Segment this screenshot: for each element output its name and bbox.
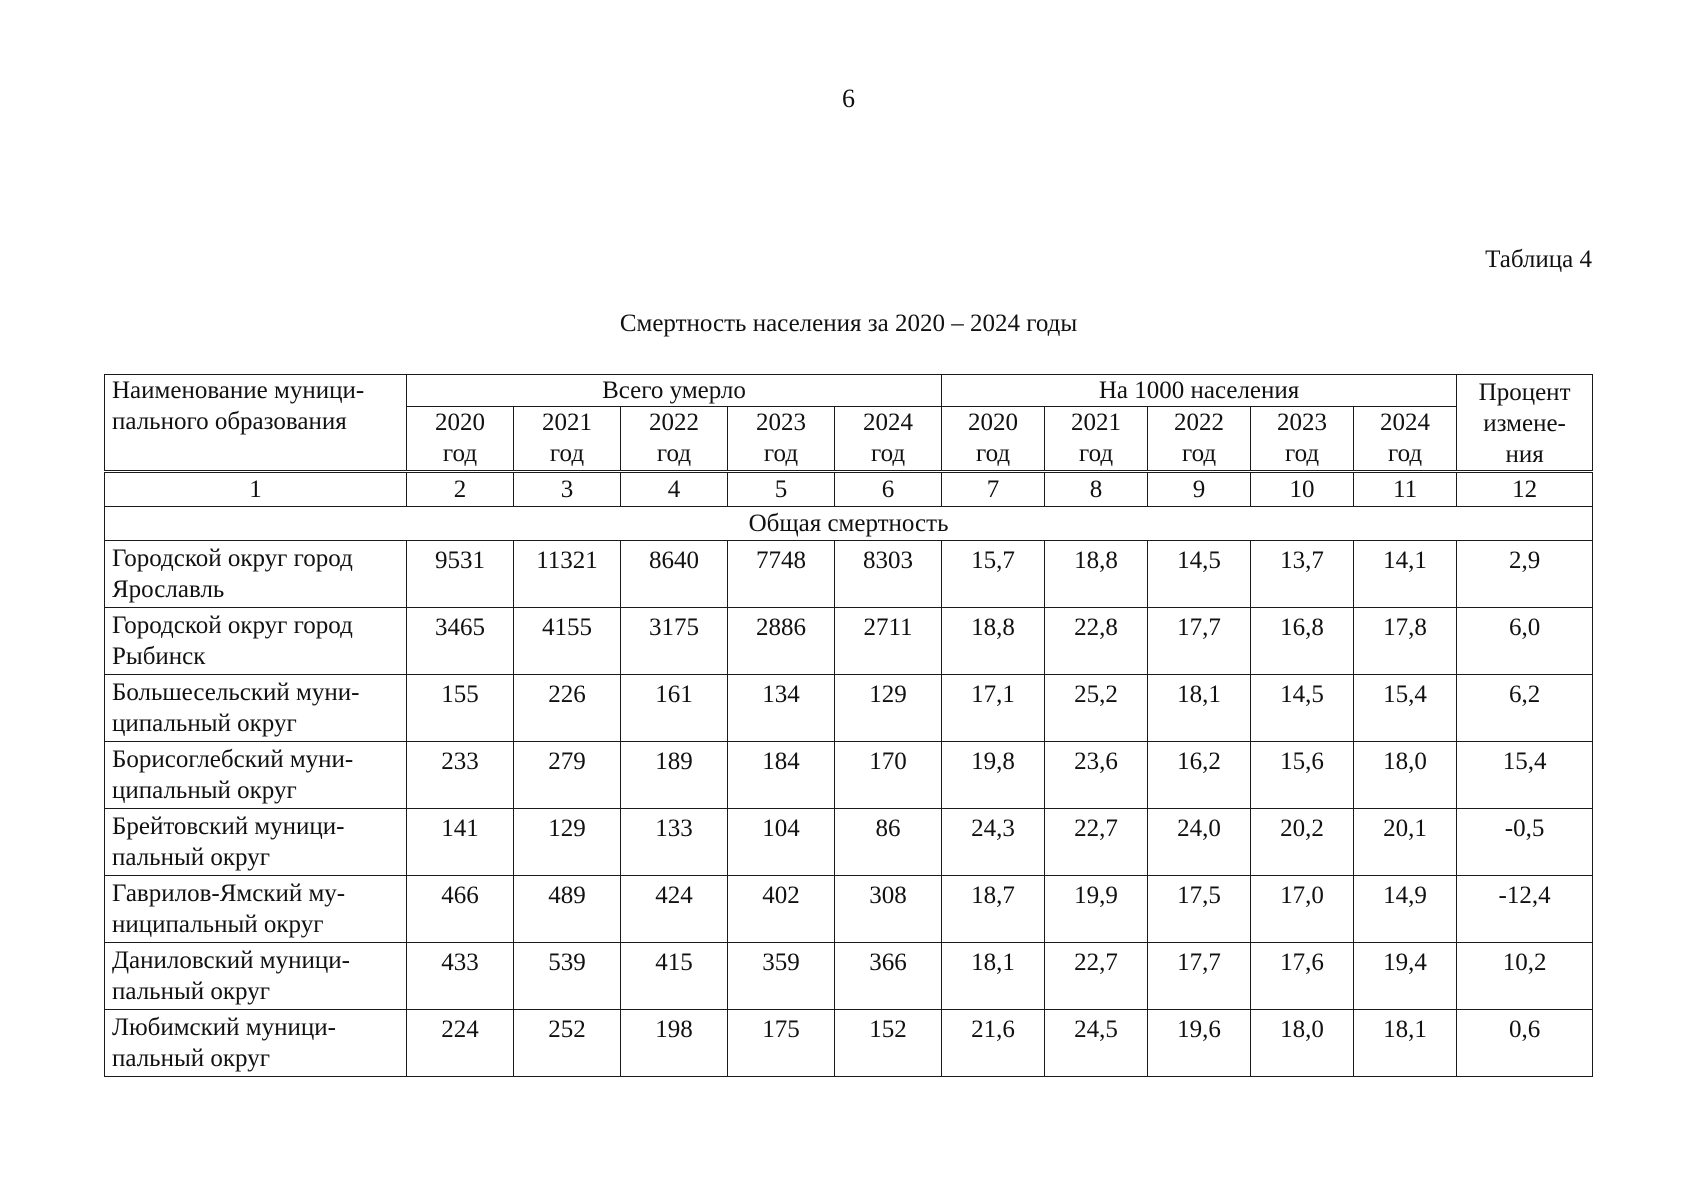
table-cell: 2,9: [1457, 541, 1593, 608]
table-cell: 366: [835, 943, 942, 1010]
header-total-year-2021: [514, 407, 621, 472]
column-number-2: 2: [407, 472, 514, 507]
table-cell: -12,4: [1457, 876, 1593, 943]
header-year-value: 2024: [863, 409, 914, 437]
municipality-name-line: Городской округ город: [112, 612, 353, 639]
table-cell: 22,7: [1045, 943, 1148, 1010]
table-title: Смертность населения за 2020 – 2024 годы: [619, 310, 1078, 337]
table-cell: 155: [407, 675, 514, 742]
municipality-name: [105, 742, 407, 809]
municipality-name: [105, 876, 407, 943]
header-year-suffix: год: [656, 440, 692, 468]
header-year-suffix: год: [1387, 440, 1423, 468]
table-cell: 466: [407, 876, 514, 943]
municipality-name-line: Городской округ город: [112, 545, 353, 572]
header-year-value: 2020: [435, 409, 485, 437]
municipality-name: [105, 608, 407, 675]
table-cell: 18,1: [1354, 1010, 1457, 1077]
table-cell: 18,1: [942, 943, 1045, 1010]
column-number-4: 4: [621, 472, 728, 507]
table-cell: 402: [728, 876, 835, 943]
table-cell: 18,1: [1148, 675, 1251, 742]
table-cell: 279: [514, 742, 621, 809]
table-cell: 233: [407, 742, 514, 809]
header-total-year-2024: [835, 407, 942, 472]
header-per1000-year-2020: [942, 407, 1045, 472]
column-number-5: 5: [728, 472, 835, 507]
header-row-groups: [105, 375, 1593, 407]
table-cell: 3465: [407, 608, 514, 675]
table-cell: 8303: [835, 541, 942, 608]
table-cell: 359: [728, 943, 835, 1010]
municipality-name: [105, 1010, 407, 1077]
table-cell: 141: [407, 809, 514, 876]
header-total-year-2022: [621, 407, 728, 472]
column-number-9: 9: [1148, 472, 1251, 507]
table-cell: 17,7: [1148, 608, 1251, 675]
table-cell: 86: [835, 809, 942, 876]
table-cell: 16,2: [1148, 742, 1251, 809]
table-cell: 11321: [514, 541, 621, 608]
table-row: [105, 1010, 1593, 1077]
header-year-suffix: год: [1078, 440, 1114, 468]
table-cell: 22,7: [1045, 809, 1148, 876]
column-number-12: 12: [1457, 472, 1593, 507]
header-total-year-2020: [407, 407, 514, 472]
table-cell: 18,0: [1354, 742, 1457, 809]
table-cell: 19,8: [942, 742, 1045, 809]
table-cell: 129: [835, 675, 942, 742]
header-per-1000: На 1000 населения: [942, 375, 1457, 407]
column-number-10: 10: [1251, 472, 1354, 507]
column-number-3: 3: [514, 472, 621, 507]
table-cell: 133: [621, 809, 728, 876]
table-cell: 175: [728, 1010, 835, 1077]
table-cell: 152: [835, 1010, 942, 1077]
table-body: [105, 375, 1593, 1077]
municipality-name-line: пальный округ: [112, 844, 270, 871]
table-cell: 22,8: [1045, 608, 1148, 675]
header-name-line1: Наименование муници-: [112, 377, 365, 404]
municipality-name: [105, 541, 407, 608]
table-cell: 15,4: [1354, 675, 1457, 742]
table-cell: 6,0: [1457, 608, 1593, 675]
table-cell: 104: [728, 809, 835, 876]
municipality-name-line: Рыбинск: [112, 643, 206, 670]
header-per1000-year-2021: [1045, 407, 1148, 472]
table-cell: 18,0: [1251, 1010, 1354, 1077]
table-cell: 184: [728, 742, 835, 809]
table-cell: 10,2: [1457, 943, 1593, 1010]
column-number-7: 7: [942, 472, 1045, 507]
table-cell: 2886: [728, 608, 835, 675]
table-cell: 489: [514, 876, 621, 943]
table-cell: 3175: [621, 608, 728, 675]
table-cell: 189: [621, 742, 728, 809]
table-row: [105, 742, 1593, 809]
table-cell: 308: [835, 876, 942, 943]
header-percent-line1: Процент: [1478, 379, 1571, 406]
table-cell: 14,5: [1251, 675, 1354, 742]
table-cell: 14,5: [1148, 541, 1251, 608]
table-cell: 17,7: [1148, 943, 1251, 1010]
header-year-value: 2023: [756, 409, 806, 437]
column-number-11: 11: [1354, 472, 1457, 507]
table-cell: 161: [621, 675, 728, 742]
table-row: [105, 541, 1593, 608]
column-number-1: 1: [105, 472, 407, 507]
municipality-name-line: Борисоглебский муни-: [112, 746, 354, 773]
header-name-line2: пального образования: [112, 408, 347, 435]
table-cell: 24,5: [1045, 1010, 1148, 1077]
header-year-suffix: год: [1284, 440, 1320, 468]
header-year-value: 2020: [968, 409, 1019, 437]
header-per1000-year-2024: [1354, 407, 1457, 472]
header-year-value: 2021: [542, 409, 592, 437]
table-cell: 17,0: [1251, 876, 1354, 943]
municipality-name-line: Ярославль: [112, 576, 225, 603]
table-cell: 198: [621, 1010, 728, 1077]
table-cell: 0,6: [1457, 1010, 1593, 1077]
municipality-name-line: пальный округ: [112, 1045, 270, 1072]
table-cell: 433: [407, 943, 514, 1010]
table-cell: 15,7: [942, 541, 1045, 608]
municipality-name-line: Гаврилов-Ямский му-: [112, 880, 346, 907]
table-cell: 9531: [407, 541, 514, 608]
header-name-cell: [105, 375, 407, 472]
table-cell: 15,4: [1457, 742, 1593, 809]
table-row: [105, 608, 1593, 675]
header-year-suffix: год: [975, 440, 1011, 468]
table-cell: 18,8: [942, 608, 1045, 675]
header-year-suffix: год: [1181, 440, 1217, 468]
municipality-name-line: Даниловский муници-: [112, 947, 350, 974]
table-cell: 170: [835, 742, 942, 809]
header-total-deaths: Всего умерло: [407, 375, 942, 407]
table-cell: 424: [621, 876, 728, 943]
table-cell: 21,6: [942, 1010, 1045, 1077]
header-year-value: 2023: [1277, 409, 1328, 437]
table-cell: 18,7: [942, 876, 1045, 943]
table-cell: 17,1: [942, 675, 1045, 742]
header-percent-line2: измене-: [1483, 410, 1566, 437]
table-cell: 224: [407, 1010, 514, 1077]
header-per1000-year-2023: [1251, 407, 1354, 472]
header-year-value: 2021: [1071, 409, 1122, 437]
table-cell: 252: [514, 1010, 621, 1077]
table-cell: 17,5: [1148, 876, 1251, 943]
municipality-name: [105, 675, 407, 742]
table-cell: 7748: [728, 541, 835, 608]
header-percent-line3: ния: [1505, 441, 1544, 468]
table-cell: 19,6: [1148, 1010, 1251, 1077]
table-cell: 14,1: [1354, 541, 1457, 608]
table-cell: 25,2: [1045, 675, 1148, 742]
table-cell: 20,2: [1251, 809, 1354, 876]
column-number-6: 6: [835, 472, 942, 507]
municipality-name-line: Брейтовский муници-: [112, 813, 345, 840]
table-cell: 539: [514, 943, 621, 1010]
table-cell: 18,8: [1045, 541, 1148, 608]
table-cell: 14,9: [1354, 876, 1457, 943]
table-cell: 20,1: [1354, 809, 1457, 876]
table-row: [105, 876, 1593, 943]
header-year-value: 2024: [1380, 409, 1431, 437]
header-year-suffix: год: [870, 440, 906, 468]
section-title: Общая смертность: [105, 507, 1593, 541]
table-cell: 2711: [835, 608, 942, 675]
table-cell: 17,6: [1251, 943, 1354, 1010]
table-cell: 23,6: [1045, 742, 1148, 809]
table-cell: 6,2: [1457, 675, 1593, 742]
header-year-suffix: год: [442, 440, 478, 468]
table-cell: 17,8: [1354, 608, 1457, 675]
header-total-year-2023: [728, 407, 835, 472]
table-cell: 13,7: [1251, 541, 1354, 608]
table-cell: 8640: [621, 541, 728, 608]
table-cell: 129: [514, 809, 621, 876]
municipality-name: [105, 809, 407, 876]
table-row: [105, 809, 1593, 876]
column-number-row: [105, 472, 1593, 507]
municipality-name: [105, 943, 407, 1010]
header-year-suffix: год: [763, 440, 799, 468]
header-percent-change: [1457, 375, 1593, 472]
table-cell: 16,8: [1251, 608, 1354, 675]
table-cell: 415: [621, 943, 728, 1010]
mortality-table: [104, 374, 1593, 1077]
table-cell: 19,9: [1045, 876, 1148, 943]
header-per1000-year-2022: [1148, 407, 1251, 472]
section-row: [105, 507, 1593, 541]
table-cell: 4155: [514, 608, 621, 675]
header-year-value: 2022: [649, 409, 699, 437]
municipality-name-line: ципальный округ: [112, 710, 297, 737]
municipality-name-line: Любимский муници-: [112, 1014, 336, 1041]
header-year-value: 2022: [1174, 409, 1225, 437]
table-cell: -0,5: [1457, 809, 1593, 876]
table-row: [105, 675, 1593, 742]
table-cell: 24,3: [942, 809, 1045, 876]
header-year-suffix: год: [549, 440, 585, 468]
column-number-8: 8: [1045, 472, 1148, 507]
table-cell: 226: [514, 675, 621, 742]
municipality-name-line: пальный округ: [112, 978, 270, 1005]
table-cell: 24,0: [1148, 809, 1251, 876]
municipality-name-line: ципальный округ: [112, 777, 297, 804]
table-cell: 19,4: [1354, 943, 1457, 1010]
table-row: [105, 943, 1593, 1010]
municipality-name-line: Большесельский муни-: [112, 679, 360, 706]
table-label: Таблица 4: [1485, 246, 1592, 273]
table-cell: 15,6: [1251, 742, 1354, 809]
page-number: 6: [842, 84, 855, 113]
municipality-name-line: ниципальный округ: [112, 911, 324, 938]
table-cell: 134: [728, 675, 835, 742]
